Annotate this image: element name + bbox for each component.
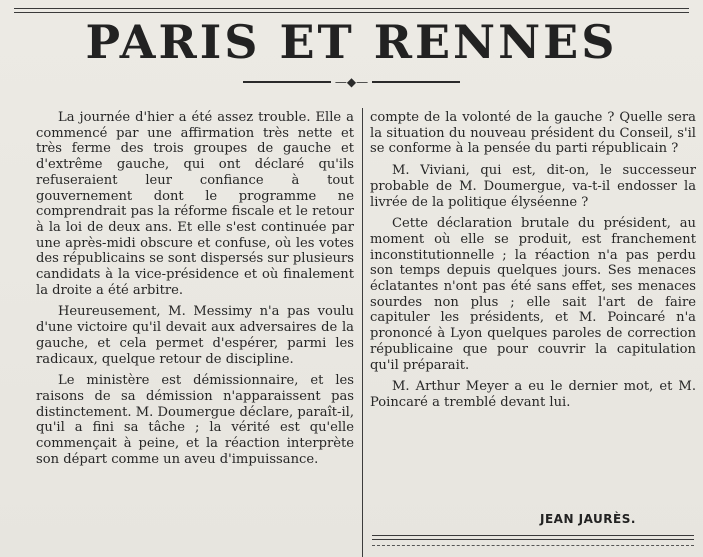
author-signature: JEAN JAURÈS.	[540, 512, 636, 526]
title-ornament	[0, 74, 703, 89]
paragraph: Le ministère est démissionnaire, et les raisons de sa démission n'apparaissent pas distinctement. M. Doumergue déclare, paraît-il, qu'il a fini sa tâche ; la vérité est qu'elle commençait à peine, et la réaction interprète son départ comme un aveu d'impuissance.	[36, 373, 354, 467]
paragraph: M. Arthur Meyer a eu le dernier mot, et M. Poincaré a tremblé devant lui.	[370, 379, 696, 410]
paragraph: M. Viviani, qui est, dit-on, le successeur probable de M. Doumergue, va-t-il endosser la livrée de la politique élyséenne ?	[370, 163, 696, 210]
article-column-right	[370, 110, 696, 417]
article-column-left	[36, 110, 354, 473]
end-rule	[372, 535, 694, 540]
paragraph: La journée d'hier a été assez trouble. Elle a commencé par une affirmation très nette et très ferme des trois groupes de gauche et d'extrême gauche, qui ont déclaré qu'ils refuseraient leur confiance à tout gouvernement dont le programme ne comprendrait pas la réforme fiscale et le retour à la loi de deux ans. Et elle s'est continuée par une après-midi obscure et confuse, où les votes des républicains se sont dispersés sur plusieurs candidats à la vice-présidence et où finalement la droite a été arbitre.	[36, 110, 354, 298]
end-rule-dashed	[372, 545, 694, 546]
ornament-line-left	[243, 81, 331, 83]
top-rule	[14, 8, 689, 13]
headline: PARIS ET RENNES	[85, 15, 618, 69]
column-divider	[362, 108, 363, 557]
paragraph: Heureusement, M. Messimy n'a pas voulu d'une victoire qu'il devait aux adversaires de la gauche, et cela permet d'espérer, parmi les radicaux, quelque retour de discipline.	[36, 304, 354, 367]
paragraph: Cette déclaration brutale du président, au moment où elle se produit, est franchement inconstitutionnelle ; la réaction n'a pas perdu son temps depuis quelques jours. Ses menaces éclatantes n'ont pas été sans effet, ses menaces sourdes non plus ; elle sait l'art de faire capituler les présidents, et M. Poincaré n'a prononcé à Lyon quelques paroles de correction républicaine que pour couvrir la capitulation qu'il préparait.	[370, 216, 696, 373]
ornament-center: —◆—	[334, 74, 369, 89]
paragraph: compte de la volonté de la gauche ? Quelle sera la situation du nouveau président du Conseil, s'il se conforme à la pensée du parti républicain ?	[370, 110, 696, 157]
ornament-line-right	[372, 81, 460, 83]
